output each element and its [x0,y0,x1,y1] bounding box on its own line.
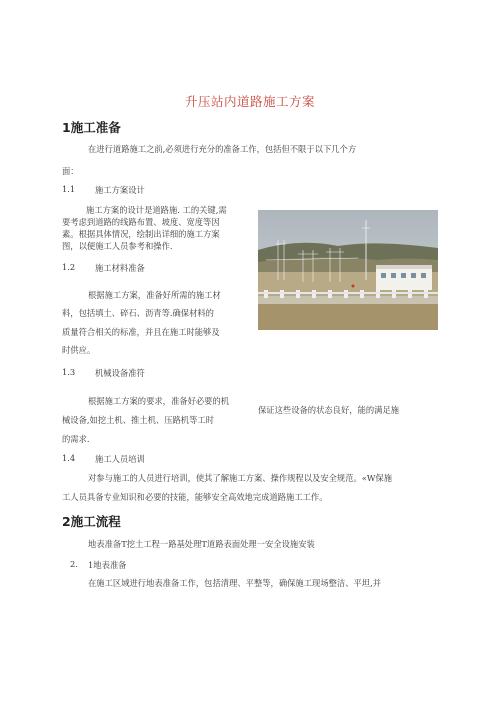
s13-line: 根据施工方案的要求，准备好必要的机 [88,396,230,406]
process-flow: 地表准备T挖土工程一路基处理T道路表面处理一安全设施安装 [88,539,315,549]
s12-line: 根据施工方案，准备好所需的施工材 [88,290,221,300]
s12-line: 料，包括填土、碎石、沥青等.确保材料的 [62,308,214,318]
s11-label: 施工方案设计 [95,185,145,195]
section-1-intro-line2: 面： [62,166,79,176]
s14-line1: 对参与施工的人员进行培训，使其了解施工方案、操作规程以及安全规范。«W保施 [88,473,392,483]
section-2-last-line: 在施工区域进行地表准备工作，包括清理、平整等，确保施工现场整洁、平坦,并 [88,578,382,588]
s13-label: 机械设备准符 [95,368,145,378]
s11-line: 图，以便施工人员参考和操作. [62,241,173,251]
section-1-intro-line1: 在进行道路施工之前,必须进行充分的准备工作，包括但不限于以下几个方 [88,144,357,154]
s21-number: 2. [70,559,78,569]
section-1-heading: 1施工准备 [62,120,121,135]
s11-line: 素。根据具体情况，绘制出详细的施工方案 [62,229,220,239]
s13-side-text: 保证这些设备的状态良好，能的满足施 [258,405,400,415]
section-2-heading: 2施工流程 [62,514,121,529]
s13-line: 的需求. [62,434,90,444]
s11-line: 施工方案的设计是道路施. 工的关键,需 [86,205,227,215]
s12-label: 施工材料准备 [95,263,145,273]
s14-label: 施工人员培训 [95,454,145,464]
substation-photo [258,210,438,330]
s14-line2: 工人员具备专业知识和必要的技能，能够安全高效地完成道路施工工作。 [62,492,328,502]
s14-number: 1.4 [62,453,76,463]
s11-number: 1.1 [62,184,76,194]
s12-number: 1.2 [62,262,76,272]
s13-number: 1.3 [62,367,76,377]
s21-label: 1地表准备 [88,560,127,570]
s12-line: 时供应。 [62,345,96,355]
s13-line: 械设备,如挖土机、推土机、压路机等工时 [62,415,214,425]
document-title: 升压站内道路施工方案 [184,94,315,109]
s11-line: 要考虑到道路的线路布置、坡度、宽度等因 [62,217,220,227]
s12-line: 质量符合相关的标准，并且在施工时能够及 [62,327,220,337]
